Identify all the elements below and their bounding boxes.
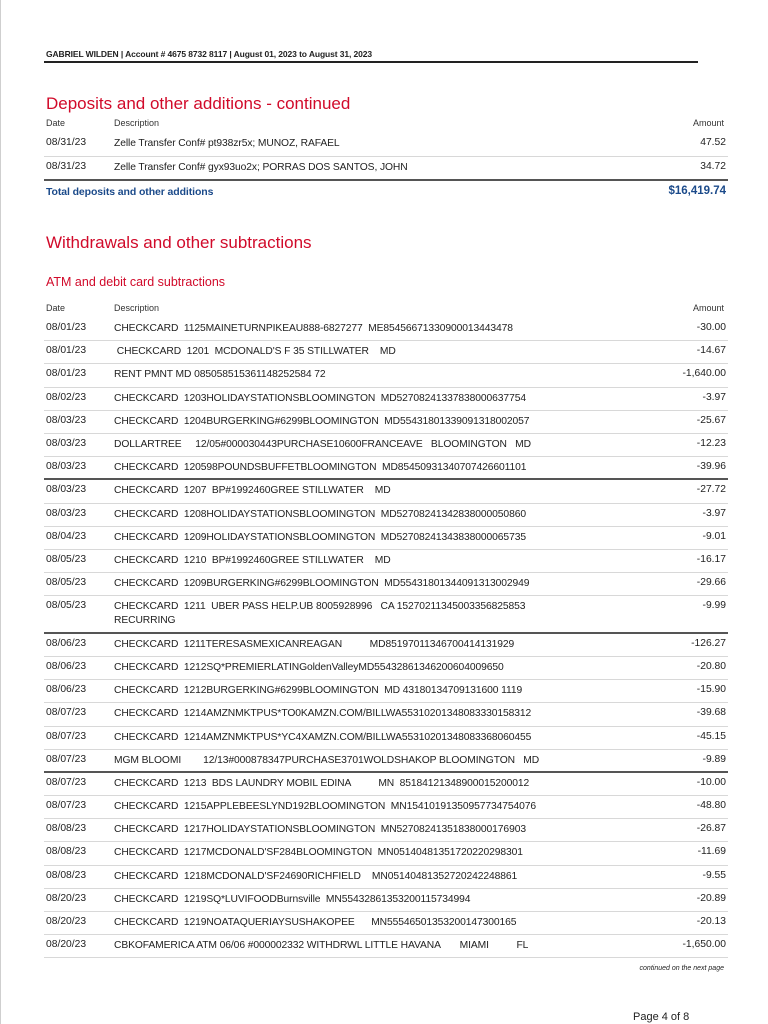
transaction-date: 08/08/23 [46, 823, 87, 835]
deposits-col-amount: Amount [692, 118, 724, 128]
transaction-date: 08/05/23 [46, 577, 87, 589]
table-row [44, 773, 728, 796]
transaction-description: Zelle Transfer Conf# pt938zr5x; MUNOZ, RAFAEL [114, 138, 340, 149]
transaction-date: 08/07/23 [46, 776, 87, 788]
transaction-description: CHECKCARD 1219NOATAQUERIAYSUSHAKOPEE MN55546501353200147300165 [114, 917, 517, 928]
transaction-amount: -20.80 [696, 660, 726, 672]
transaction-amount: -1,650.00 [682, 939, 726, 951]
table-row [44, 657, 728, 680]
withdrawals-col-description: Description [114, 303, 160, 313]
transaction-date: 08/03/23 [46, 414, 87, 426]
table-row [44, 157, 728, 181]
withdrawals-table [44, 318, 728, 958]
deposits-col-date: Date [46, 118, 66, 128]
transaction-description: CHECKCARD 1212BURGERKING#6299BLOOMINGTON MD 43180134709131600 1119 [114, 685, 523, 697]
table-row [44, 480, 728, 503]
transaction-date: 08/01/23 [46, 322, 87, 333]
total-deposits-amount: $16,419.74 [668, 185, 726, 197]
table-row [44, 703, 728, 726]
table-row [44, 527, 728, 550]
account-header: GABRIEL WILDEN | Account # 4675 8732 8117 | August 01, 2023 to August 31, 2023 [46, 49, 373, 59]
table-row [44, 550, 728, 573]
table-row [44, 819, 728, 842]
transaction-amount: -9.55 [702, 869, 726, 881]
transaction-description: CHECKCARD 1210 BP#1992460GREE STILLWATER MD [114, 554, 391, 566]
transaction-description: CHECKCARD 1214AMZNMKTPUS*TO0KAMZN.COM/BILLWA55310201348083330158312 [114, 708, 532, 720]
table-row [44, 341, 728, 364]
table-row [44, 634, 728, 657]
transaction-amount: -30.00 [696, 322, 726, 333]
transaction-amount: -10.00 [696, 776, 726, 788]
transaction-date: 08/04/23 [46, 530, 87, 542]
transaction-amount: -39.68 [696, 707, 726, 719]
transaction-date: 08/03/23 [46, 461, 87, 473]
transaction-date: 08/05/23 [46, 553, 87, 565]
table-row [44, 750, 728, 773]
table-row [44, 796, 728, 819]
transaction-description: CHECKCARD 1214AMZNMKTPUS*YC4XAMZN.COM/BILLWA55310201348083368060455 [114, 731, 532, 743]
withdrawals-col-amount: Amount [692, 303, 724, 313]
transaction-amount: -27.72 [696, 484, 726, 496]
deposits-table [44, 133, 728, 205]
transaction-date: 08/03/23 [46, 484, 87, 496]
transaction-amount: -45.15 [696, 730, 726, 742]
transaction-description: CHECKCARD 120598POUNDSBUFFETBLOOMINGTON MD85450931340707426601101 [114, 462, 527, 474]
transaction-amount: -15.90 [696, 684, 726, 696]
transaction-description: CHECKCARD 1212SQ*PREMIERLATINGoldenValleyMD55432861346200604009650 [114, 661, 504, 673]
transaction-amount: -1,640.00 [682, 368, 726, 380]
transaction-description: CHECKCARD 1203HOLIDAYSTATIONSBLOOMINGTON MD52708241337838000637754 [114, 392, 526, 404]
transaction-date: 08/31/23 [46, 137, 87, 148]
transaction-date: 08/05/23 [46, 600, 87, 612]
table-row [44, 596, 728, 634]
page-number: Page 4 of 8 [633, 1011, 690, 1023]
table-row [44, 842, 728, 865]
transaction-description: CHECKCARD 1208HOLIDAYSTATIONSBLOOMINGTON MD52708241342838000050860 [114, 508, 526, 520]
transaction-date: 08/01/23 [46, 345, 87, 357]
header-divider [44, 61, 698, 63]
transaction-description: CHECKCARD 1211TERESASMEXICANREAGAN MD85197011346700414131929 [114, 638, 515, 650]
table-row [44, 866, 728, 889]
transaction-date: 08/07/23 [46, 753, 87, 765]
transaction-description: CHECKCARD 1209HOLIDAYSTATIONSBLOOMINGTON MD52708241343838000065735 [114, 531, 526, 543]
table-row [44, 457, 728, 480]
table-row [44, 504, 728, 527]
deposits-section-title: Deposits and other additions - continued [46, 94, 351, 113]
transaction-date: 08/31/23 [46, 161, 87, 172]
table-row [44, 680, 728, 703]
transaction-amount: -20.89 [696, 892, 726, 904]
transaction-description: MGM BLOOMI 12/13#000878347PURCHASE3701WOLDSHAKOP BLOOMINGTON MD [114, 754, 540, 766]
transaction-amount: -48.80 [696, 800, 726, 812]
table-row [44, 889, 728, 912]
transaction-description: CHECKCARD 1218MCDONALD'SF24690RICHFIELD MN05140481352720242248861 [114, 870, 518, 882]
table-row [44, 434, 728, 457]
transaction-date: 08/20/23 [46, 892, 87, 904]
table-row [44, 318, 728, 341]
transaction-description: DOLLARTREE 12/05#000030443PURCHASE10600FRANCEAVE BLOOMINGTON MD [114, 438, 531, 450]
transaction-date: 08/08/23 [46, 846, 87, 858]
transaction-amount: -39.96 [696, 461, 726, 473]
table-row [44, 912, 728, 935]
transaction-amount: -126.27 [691, 637, 726, 649]
table-row [44, 573, 728, 596]
transaction-date: 08/06/23 [46, 637, 87, 649]
total-deposits-label: Total deposits and other additions [46, 186, 214, 198]
transaction-amount: -29.66 [696, 577, 726, 589]
transaction-date: 08/06/23 [46, 684, 87, 696]
transaction-description: RENT PMNT MD 085058515361148252584 72 [114, 369, 326, 381]
transaction-date: 08/07/23 [46, 730, 87, 742]
transaction-description: Zelle Transfer Conf# gyx93uo2x; PORRAS DOS SANTOS, JOHN [114, 162, 408, 173]
table-row [44, 133, 728, 157]
transaction-date: 08/03/23 [46, 507, 87, 519]
transaction-description: CHECKCARD 1125MAINETURNPIKEAU888-6827277 ME85456671330900013443478 [114, 323, 513, 334]
continued-note: continued on the next page [639, 965, 724, 972]
transaction-date: 08/07/23 [46, 707, 87, 719]
transaction-date: 08/06/23 [46, 660, 87, 672]
transaction-description: CHECKCARD 1211 UBER PASS HELP.UB 8005928996 CA 15270211345003356825853 RECURRING [114, 601, 526, 627]
transaction-description: CBKOFAMERICA ATM 06/06 #000002332 WITHDRWL LITTLE HAVANA MIAMI FL [114, 940, 529, 952]
transaction-date: 08/01/23 [46, 368, 87, 380]
transaction-date: 08/03/23 [46, 437, 87, 449]
transaction-amount: -20.13 [696, 916, 726, 927]
table-row [44, 727, 728, 750]
transaction-description: CHECKCARD 1207 BP#1992460GREE STILLWATER MD [114, 485, 391, 497]
table-row [44, 411, 728, 434]
transaction-date: 08/20/23 [46, 916, 87, 927]
total-deposits-row [44, 181, 728, 205]
transaction-amount: -11.69 [697, 846, 726, 858]
transaction-description: CHECKCARD 1219SQ*LUVIFOODBurnsville MN55432861353200115734994 [114, 893, 471, 905]
transaction-date: 08/02/23 [46, 391, 87, 403]
transaction-amount: -3.97 [702, 507, 726, 519]
deposits-col-description: Description [114, 118, 160, 128]
transaction-description: CHECKCARD 1215APPLEBEESLYND192BLOOMINGTON MN15410191350957734754076 [114, 801, 536, 813]
transaction-amount: -12.23 [696, 437, 726, 449]
table-row [44, 388, 728, 411]
transaction-amount: -26.87 [696, 823, 726, 835]
transaction-description: CHECKCARD 1217MCDONALD'SF284BLOOMINGTON MN05140481351720220298301 [114, 847, 523, 859]
transaction-description: CHECKCARD 1204BURGERKING#6299BLOOMINGTON MD55431801339091318002057 [114, 415, 530, 427]
atm-debit-subtitle: ATM and debit card subtractions [46, 275, 226, 289]
table-row [44, 935, 728, 958]
transaction-amount: -9.99 [702, 600, 726, 612]
transaction-description: CHECKCARD 1217HOLIDAYSTATIONSBLOOMINGTON MN52708241351838000176903 [114, 824, 526, 836]
transaction-description: CHECKCARD 1209BURGERKING#6299BLOOMINGTON MD55431801344091313002949 [114, 578, 530, 590]
withdrawals-section-title: Withdrawals and other subtractions [46, 233, 312, 252]
withdrawals-col-date: Date [46, 303, 66, 313]
transaction-amount: -3.97 [702, 391, 726, 403]
transaction-date: 08/08/23 [46, 869, 87, 881]
transaction-date: 08/20/23 [46, 939, 87, 951]
page-edge [0, 0, 1, 1024]
table-row [44, 364, 728, 387]
transaction-amount: -14.67 [696, 345, 726, 357]
transaction-amount: -16.17 [696, 553, 726, 565]
transaction-amount: -9.01 [702, 530, 726, 542]
transaction-amount: -9.89 [702, 753, 726, 765]
transaction-amount: -25.67 [696, 414, 726, 426]
transaction-amount: 47.52 [700, 137, 726, 148]
transaction-description: CHECKCARD 1213 BDS LAUNDRY MOBIL EDINA MN 85184121348900015200012 [114, 777, 530, 789]
transaction-amount: 34.72 [700, 161, 726, 172]
transaction-description: CHECKCARD 1201 MCDONALD'S F 35 STILLWATER MD [114, 346, 396, 358]
transaction-date: 08/07/23 [46, 800, 87, 812]
